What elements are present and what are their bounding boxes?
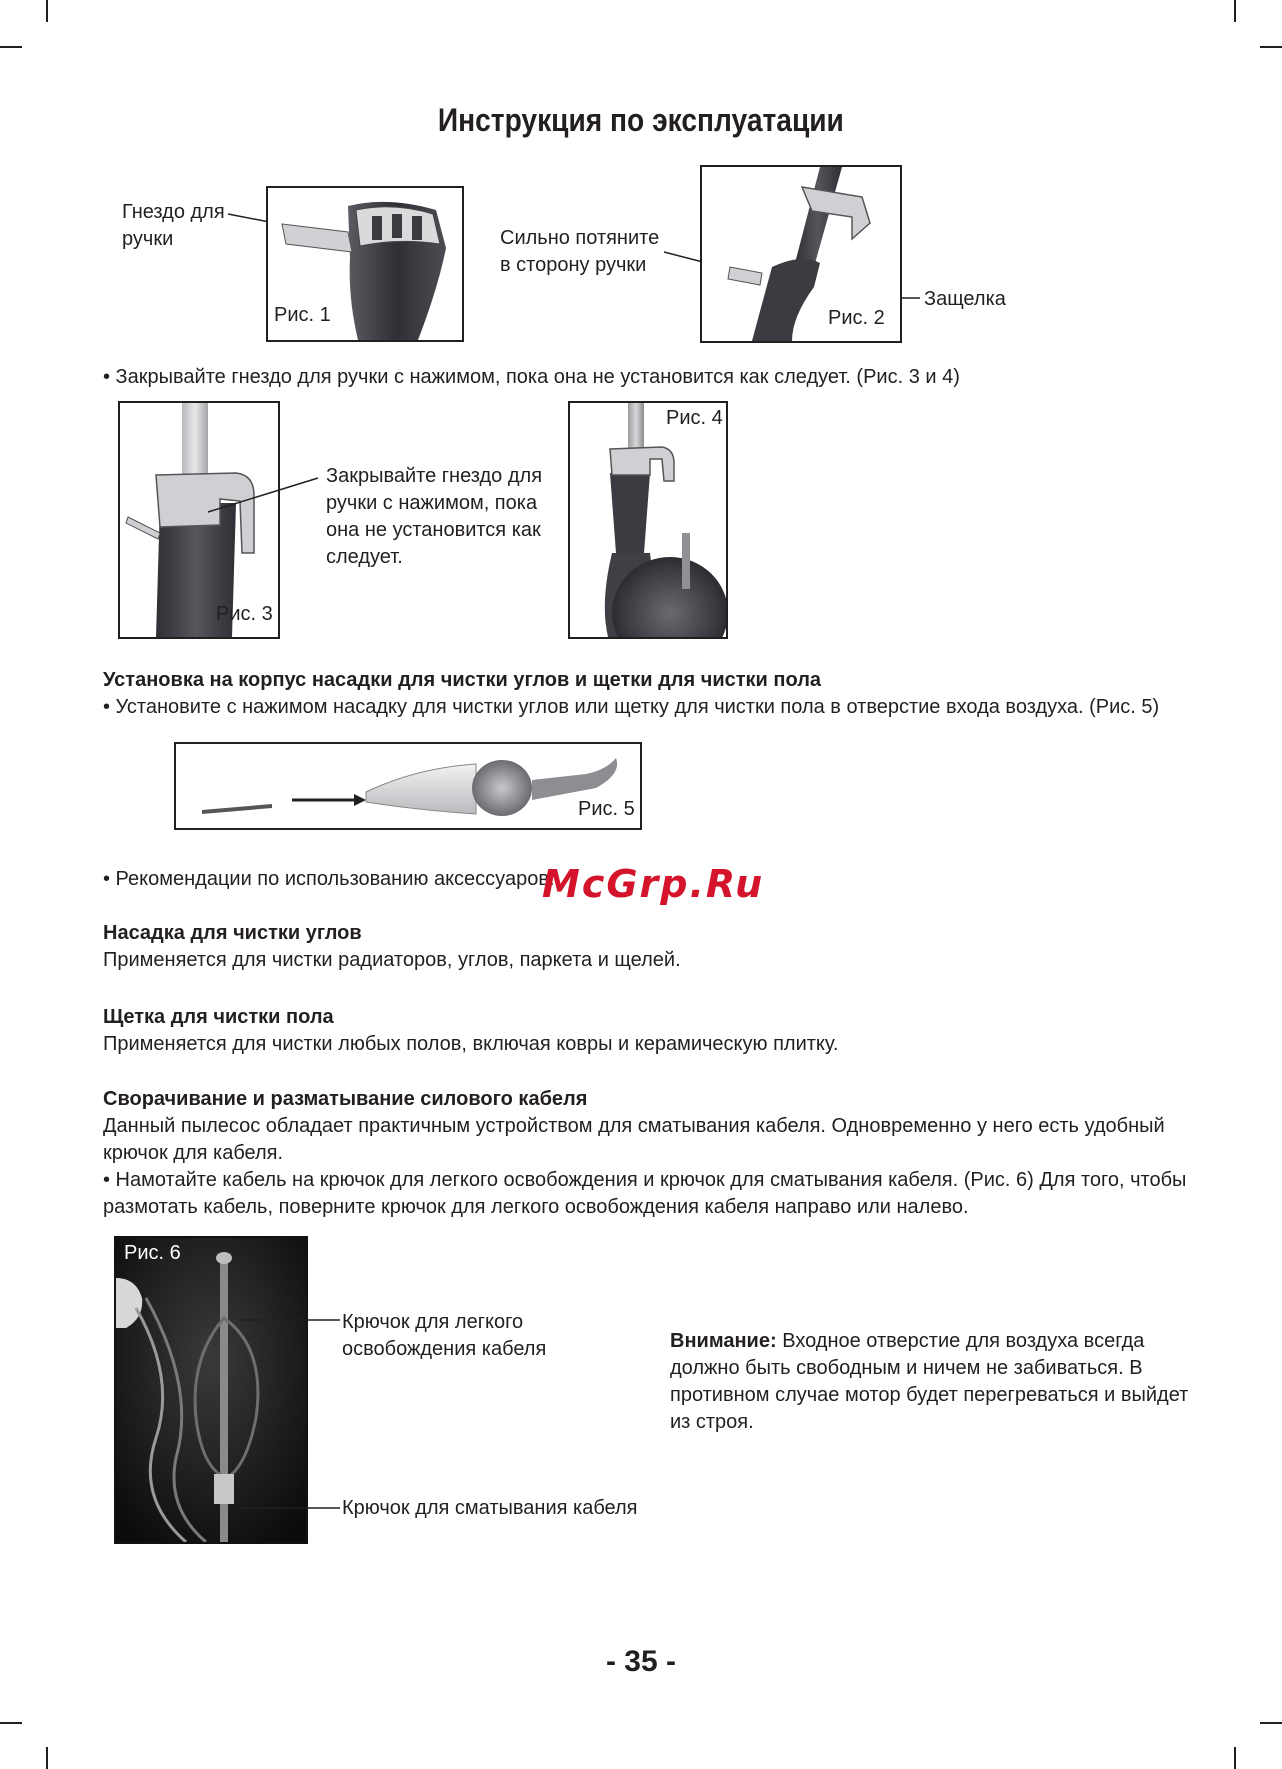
cable-hooks-photo [116, 1238, 306, 1542]
corner-nozzle-text: Применяется для чистки радиаторов, углов, паркета и щелей. [103, 949, 681, 971]
floor-brush-text: Применяется для чистки любых полов, включая ковры и керамическую плитку. [103, 1033, 839, 1055]
fig2-callout-pull [500, 225, 659, 279]
fig3-callout-line: ручки с нажимом, пока [326, 492, 538, 514]
fig1-callout-line: Гнездо для [122, 201, 225, 223]
crop-mark [1260, 1722, 1282, 1724]
fig3-callout [326, 463, 542, 571]
figure-4 [568, 401, 728, 639]
figure-1 [266, 186, 464, 342]
fig2-callout-latch: Защелка [924, 288, 1006, 310]
closed-socket-illustration [120, 403, 278, 637]
crop-mark [1234, 0, 1236, 22]
crop-mark [46, 0, 48, 22]
fig2-callout-line: Сильно потяните [500, 227, 660, 249]
fig2-callout-line: в сторону ручки [500, 254, 647, 276]
cable-line: Данный пылесос обладает практичным устройством для сматывания кабеля. Одновременно у него есть удобный [103, 1115, 1165, 1137]
warning-text: Входное отверстие для воздуха всегда [776, 1330, 1145, 1352]
floor-brush-heading: Щетка для чистки пола [103, 1006, 334, 1028]
fig6-callout-release [342, 1309, 546, 1363]
warning-label: Внимание: [670, 1330, 777, 1352]
cable-line: • Намотайте кабель на крючок для легкого освобождения и крючок для сматывания кабеля. (Рис. 6) Для того, чтобы [103, 1169, 1187, 1191]
bullet-close-socket: • Закрывайте гнездо для ручки с нажимом, пока она не установится как следует. (Рис. 3 и 4) [103, 366, 960, 388]
page-title: Инструкция по эксплуатации [437, 102, 844, 138]
warning-text: из строя. [670, 1411, 754, 1433]
fig3-label: Рис. 3 [216, 603, 273, 625]
fig1-callout-line: ручки [122, 228, 174, 250]
fig6-callout-line: Крючок для легкого [342, 1311, 524, 1333]
fig3-callout-line: следует. [326, 546, 403, 568]
crop-mark [46, 1747, 48, 1769]
upright-vacuum-illustration [570, 403, 726, 637]
cable-heading: Сворачивание и разматывание силового кабеля [103, 1088, 588, 1110]
fig6-callout-line: освобождения кабеля [342, 1338, 547, 1360]
figure-3 [118, 401, 280, 639]
fig3-callout-line: Закрывайте гнездо для [326, 465, 543, 487]
fig6-label: Рис. 6 [124, 1242, 181, 1264]
cable-line: размотать кабель, поверните крючок для легкого освобождения кабеля направо или налево. [103, 1196, 969, 1218]
fig1-label: Рис. 1 [274, 304, 331, 326]
crop-mark [0, 1722, 22, 1724]
fig6-callout-wind: Крючок для сматывания кабеля [342, 1497, 638, 1519]
cable-line: крючок для кабеля. [103, 1142, 284, 1164]
crop-mark [1234, 1747, 1236, 1769]
install-bullet: • Установите с нажимом насадку для чистки углов или щетку для чистки пола в отверстие входа воздуха. (Рис. 5) [103, 696, 1160, 718]
bullet-recommend: • Рекомендации по использованию аксессуаров: [103, 868, 555, 890]
figure-2 [700, 165, 902, 343]
install-heading: Установка на корпус насадки для чистки углов и щетки для чистки пола [103, 669, 822, 691]
fig4-label: Рис. 4 [666, 407, 723, 429]
install-nozzle-illustration [176, 744, 640, 828]
warning-block [670, 1328, 1188, 1436]
figure-5 [174, 742, 642, 830]
figure-6 [114, 1236, 308, 1544]
corner-nozzle-heading: Насадка для чистки углов [103, 922, 362, 944]
warning-text: должно быть свободным и ничем не забиваться. В [670, 1357, 1143, 1379]
watermark: McGrp.Ru [542, 862, 765, 906]
fig1-callout [122, 199, 225, 253]
crop-mark [1260, 46, 1282, 48]
page-number: - 35 - [605, 1645, 677, 1678]
crop-mark [0, 46, 22, 48]
fig2-label: Рис. 2 [828, 307, 885, 329]
warning-text: противном случае мотор будет перегреваться и выйдет [670, 1384, 1189, 1406]
fig3-callout-line: она не установится как [326, 519, 541, 541]
fig5-label: Рис. 5 [578, 798, 635, 820]
